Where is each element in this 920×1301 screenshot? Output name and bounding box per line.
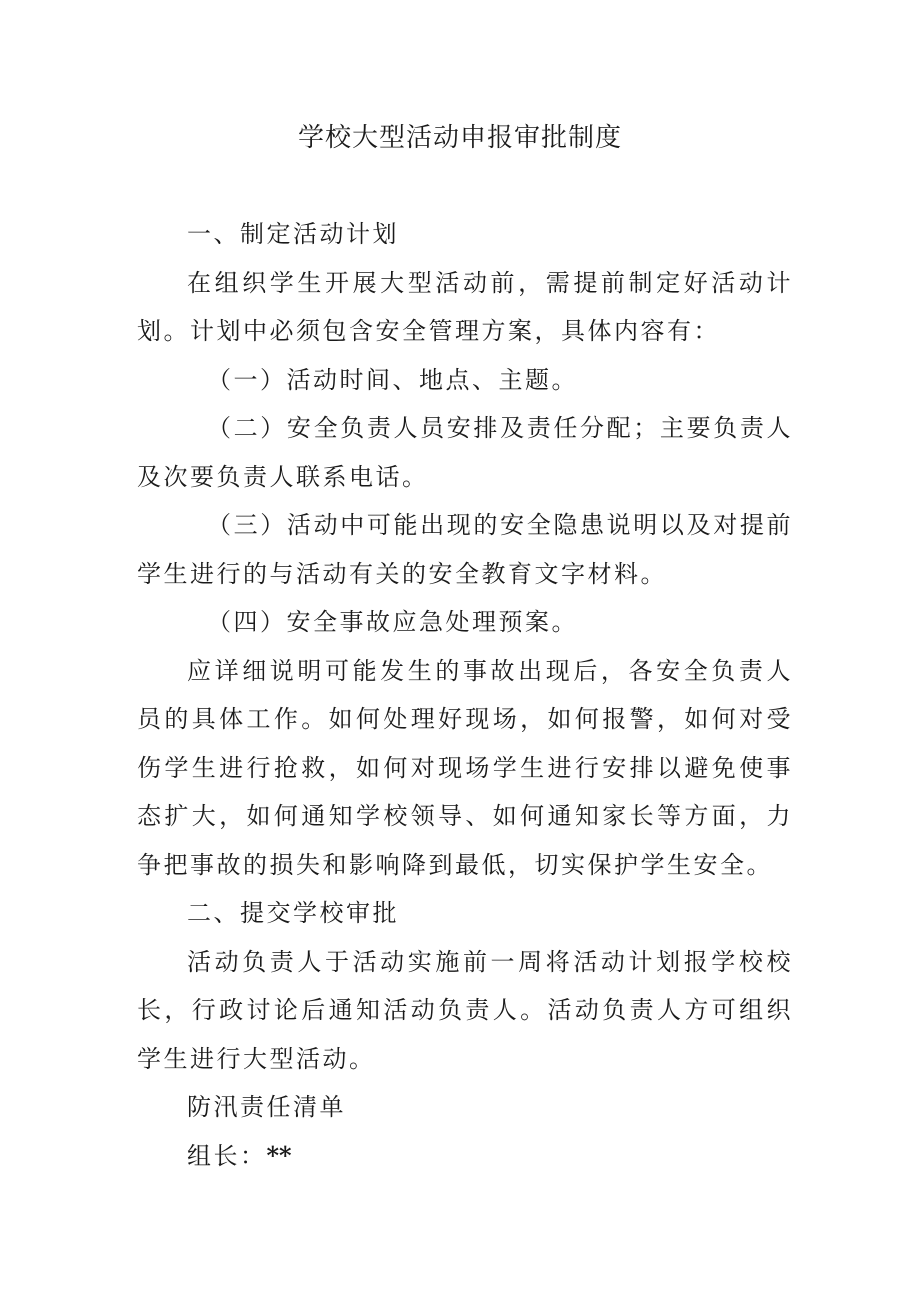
- section-2-heading: 二、提交学校审批: [187, 899, 399, 927]
- section-2-body: 活动负责人于活动实施前一周将活动计划报学校校长，行政讨论后通知活动负责人。活动负责人方可组织学生进行大型活动。: [137, 947, 793, 1073]
- section-1-detail: 应详细说明可能发生的事故出现后，各安全负责人员的具体工作。如何处理好现场，如何报警，如何对受伤学生进行抢救，如何对现场学生进行安排以避免使事态扩大，如何通知学校领导、如何通知家长等方面，力争把事故的损失和影响降到最低，切实保护学生安全。: [137, 656, 793, 879]
- section-1-heading: 一、制定活动计划: [187, 220, 399, 248]
- document-title: 学校大型活动申报审批制度: [297, 123, 622, 153]
- leader-line: [137, 1132, 793, 1181]
- section-1-item-3: （三）活动中可能出现的安全隐患说明以及对提前学生进行的与活动有关的安全教育文字材料。: [137, 511, 793, 588]
- leader-label: 组长：: [187, 1141, 267, 1170]
- flood-list-heading: 防汛责任清单: [187, 1093, 346, 1121]
- document-body: [137, 210, 793, 1180]
- section-1-intro: 在组织学生开展大型活动前，需提前制定好活动计划。计划中必须包含安全管理方案，具体内容有：: [137, 268, 793, 345]
- section-1-item-4: （四）安全事故应急处理预案。: [207, 608, 578, 636]
- leader-value: **: [266, 1140, 292, 1170]
- section-1-item-1: （一）活动时间、地点、主题。: [207, 365, 578, 394]
- section-1-item-2: （二）安全负责人员安排及责任分配；主要负责人及次要负责人联系电话。: [137, 414, 793, 491]
